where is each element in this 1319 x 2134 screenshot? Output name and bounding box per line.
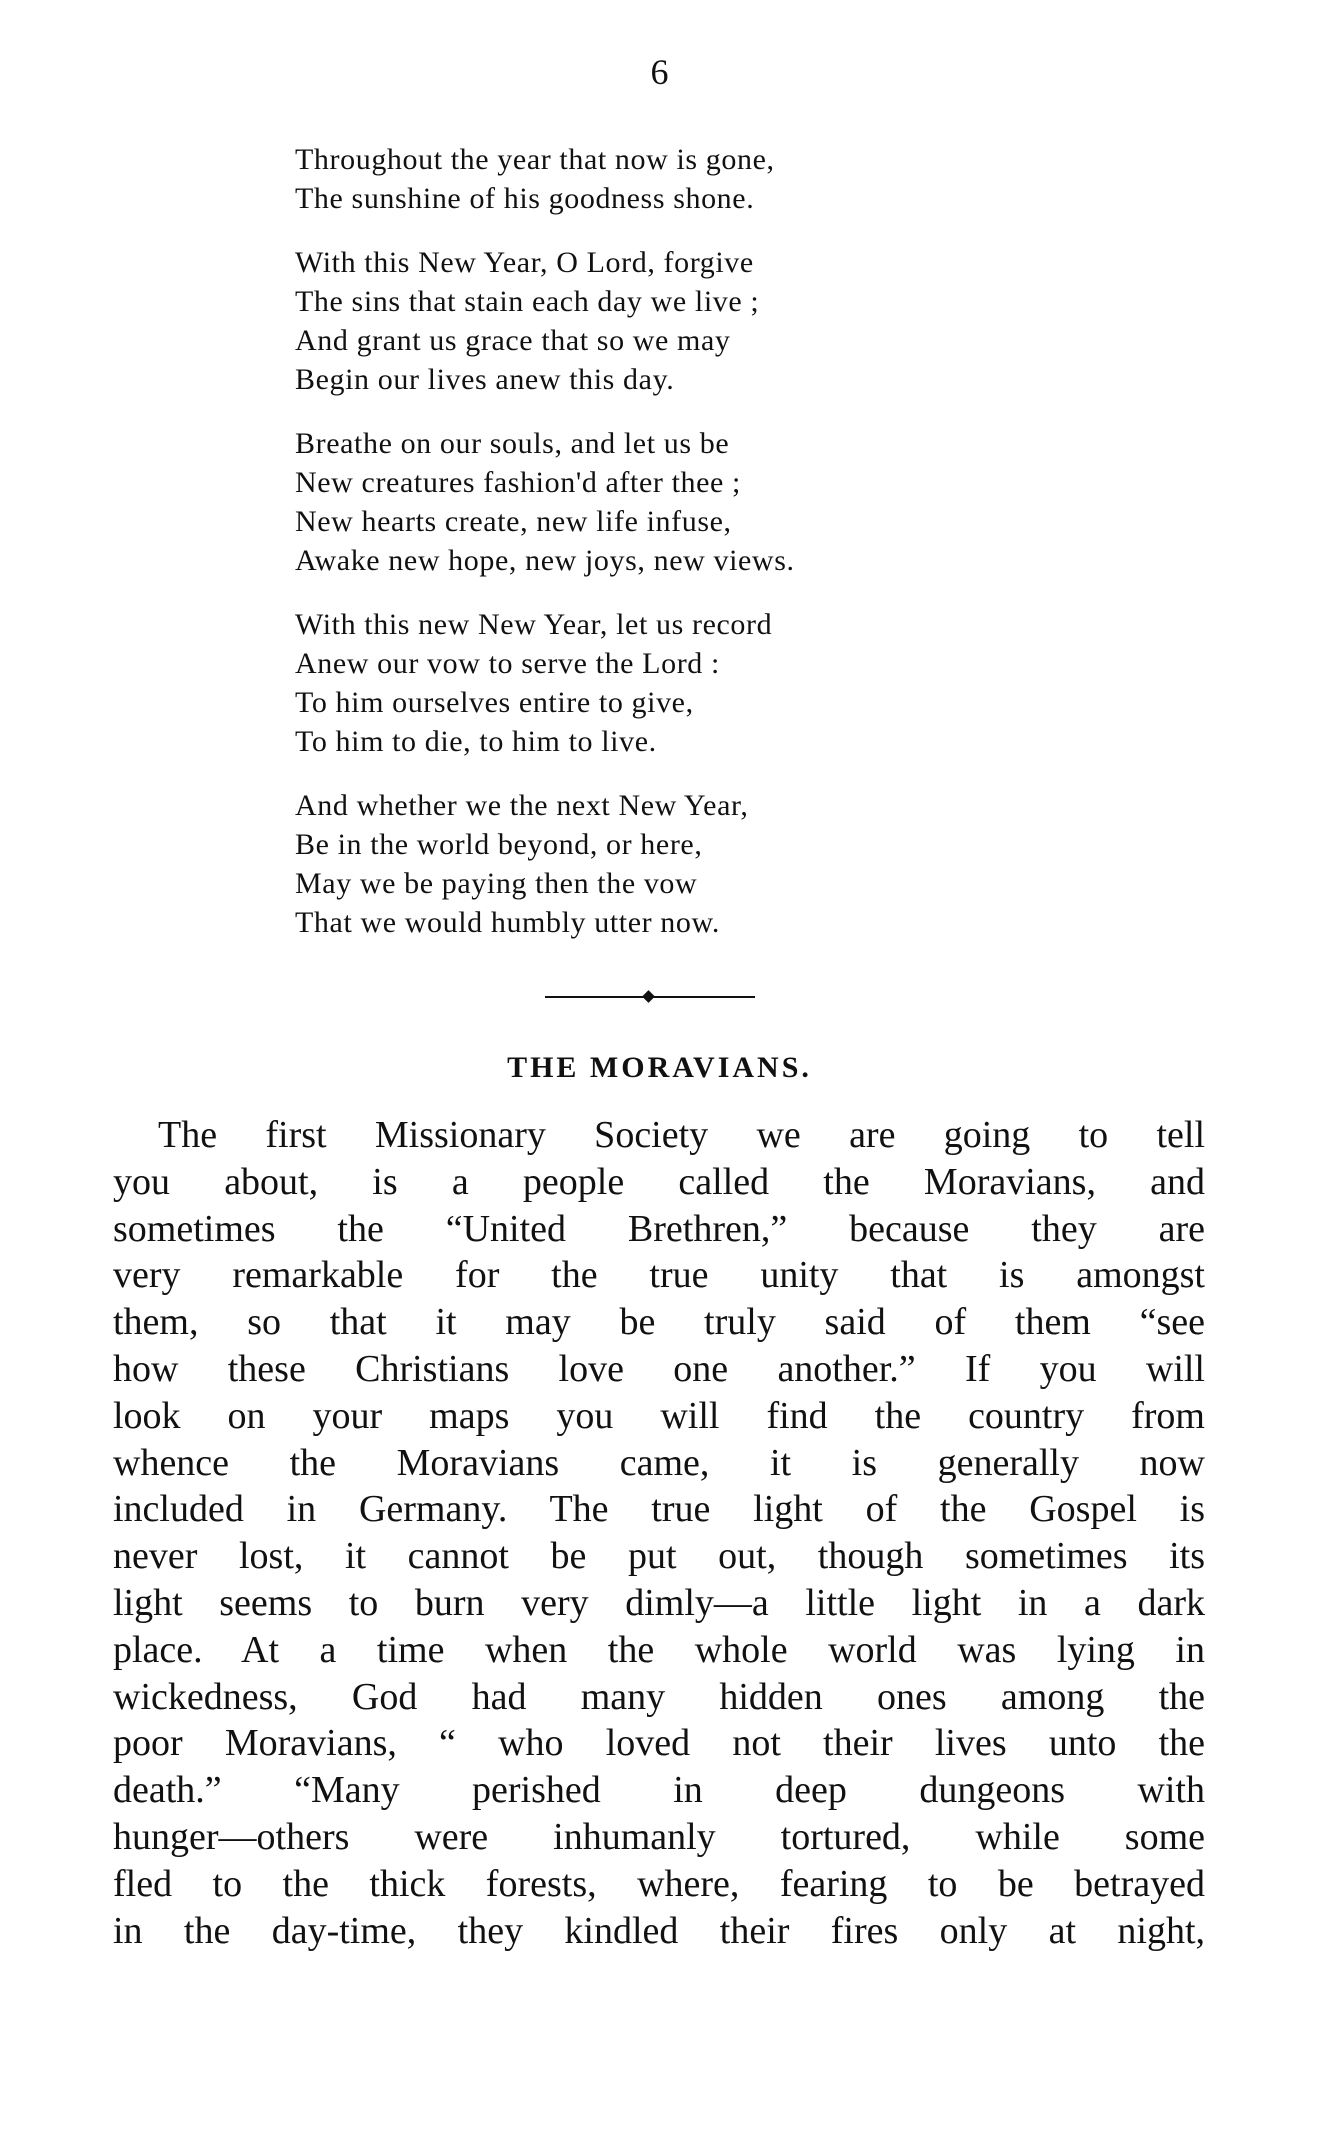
poem-line: Awake new hope, new joys, new views. — [295, 544, 795, 577]
section-body — [113, 1112, 1205, 1954]
poem-line: The sins that stain each day we live ; — [295, 285, 760, 318]
poem-line: Be in the world beyond, or here, — [295, 828, 703, 861]
poem-line: Breathe on our souls, and let us be — [295, 427, 730, 460]
body-line: look on your maps you will find the country from — [113, 1394, 1205, 1437]
poem-stanza — [295, 140, 995, 218]
poem-stanza — [295, 424, 995, 580]
body-line: fled to the thick forests, where, fearing to be betrayed — [113, 1862, 1205, 1905]
poem-line: With this new New Year, let us record — [295, 608, 773, 641]
body-line: whence the Moravians came, it is generally now — [113, 1441, 1205, 1484]
poem-line: And whether we the next New Year, — [295, 789, 749, 822]
body-line: you about, is a people called the Moravians, and — [113, 1160, 1205, 1203]
body-line: wickedness, God had many hidden ones among the — [113, 1675, 1205, 1718]
body-line: poor Moravians, “ who loved not their lives unto the — [113, 1722, 1205, 1765]
body-line: light seems to burn very dimly—a little light in a dark — [113, 1581, 1205, 1624]
body-line: never lost, it cannot be put out, though sometimes its — [113, 1535, 1205, 1578]
body-line: sometimes the “United Brethren,” because they are — [113, 1207, 1205, 1250]
poem-line: To him to die, to him to live. — [295, 725, 657, 758]
body-line: place. At a time when the whole world was lying in — [113, 1628, 1205, 1671]
body-line: death.” “Many perished in deep dungeons with — [113, 1769, 1205, 1812]
body-line: The first Missionary Society we are going to tell — [158, 1114, 1205, 1156]
page-number: 6 — [650, 52, 669, 92]
divider-ornament-icon — [642, 990, 655, 1003]
poem-line: Begin our lives anew this day. — [295, 363, 675, 396]
body-line: in the day-time, they kindled their fires only at night, — [113, 1909, 1205, 1952]
poem — [295, 140, 995, 967]
poem-line: New hearts create, new life infuse, — [295, 505, 732, 538]
poem-stanza — [295, 786, 995, 942]
poem-stanza — [295, 605, 995, 761]
body-line: included in Germany. The true light of the Gospel is — [113, 1488, 1205, 1531]
body-line: them, so that it may be truly said of them “see — [113, 1301, 1205, 1344]
poem-line: To him ourselves entire to give, — [295, 686, 694, 719]
poem-line: The sunshine of his goodness shone. — [295, 182, 755, 215]
body-line: how these Christians love one another.” If you will — [113, 1347, 1205, 1390]
poem-line: That we would humbly utter now. — [295, 906, 720, 939]
body-line: hunger—others were inhumanly tortured, while some — [113, 1815, 1205, 1858]
poem-line: May we be paying then the vow — [295, 867, 698, 900]
section-title: THE MORAVIANS. — [507, 1051, 812, 1084]
poem-line: New creatures fashion'd after thee ; — [295, 466, 741, 499]
poem-line: Anew our vow to serve the Lord : — [295, 647, 720, 680]
poem-stanza — [295, 243, 995, 399]
poem-line: Throughout the year that now is gone, — [295, 143, 775, 176]
section-divider — [545, 991, 755, 1003]
body-line: very remarkable for the true unity that is amongst — [113, 1254, 1205, 1297]
poem-line: And grant us grace that so we may — [295, 324, 731, 357]
poem-line: With this New Year, O Lord, forgive — [295, 246, 754, 279]
